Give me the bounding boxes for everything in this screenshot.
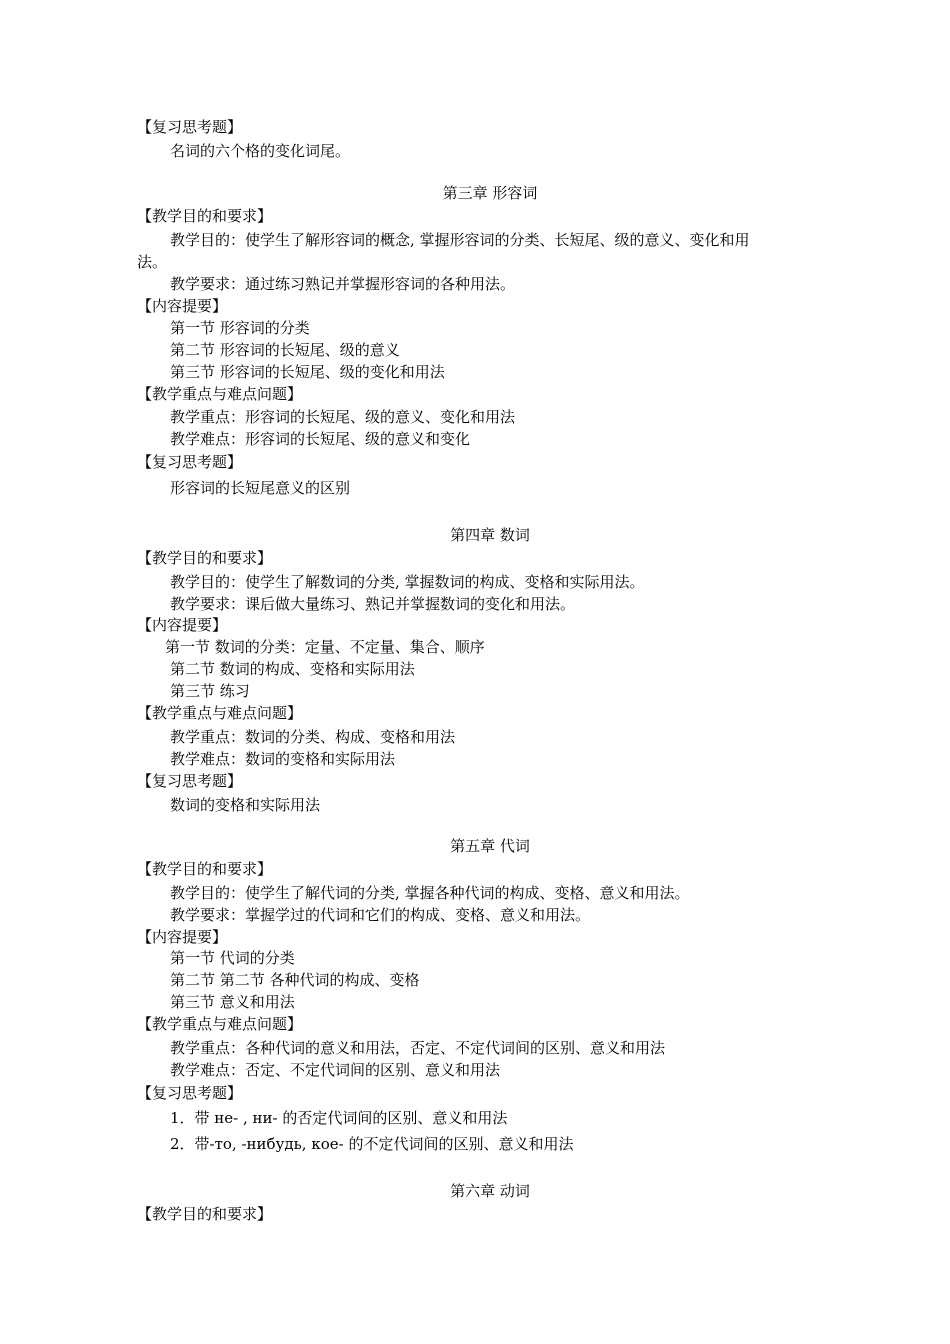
ch3-section-3: 第三节 形容词的长短尾、级的变化和用法 (170, 363, 445, 381)
ch3-requirement: 教学要求：通过练习熟记并掌握形容词的各种用法。 (170, 275, 516, 293)
ch3-section-2: 第二节 形容词的长短尾、级的意义 (170, 341, 400, 359)
ch5-key-point: 教学重点：各种代词的意义和用法，否定、不定代词间的区别、意义和用法 (170, 1039, 666, 1057)
chapter-3-title: 第三章 形容词 (442, 184, 538, 202)
ch4-review: 数词的变格和实际用法 (170, 796, 321, 814)
ch4-section-2: 第二节 数词的构成、变格和实际用法 (170, 660, 415, 678)
ch4-content-heading: 【内容提要】 (137, 616, 228, 634)
ch4-goal: 教学目的：使学生了解数词的分类, 掌握数词的构成、变格和实际用法。 (170, 573, 645, 591)
review-text: 名词的六个格的变化词尾。 (170, 142, 351, 160)
ch5-goals-heading: 【教学目的和要求】 (137, 860, 273, 878)
ch5-key-heading: 【教学重点与难点问题】 (137, 1015, 303, 1033)
ch3-section-1: 第一节 形容词的分类 (170, 319, 310, 337)
ch5-section-3: 第三节 意义和用法 (170, 993, 295, 1011)
ch4-section-1: 第一节 数词的分类：定量、不定量、集合、顺序 (165, 638, 485, 656)
ch4-key-heading: 【教学重点与难点问题】 (137, 704, 303, 722)
ch3-difficulty: 教学难点：形容词的长短尾、级的意义和变化 (170, 430, 471, 448)
ch4-review-heading: 【复习思考题】 (137, 772, 243, 790)
ch4-difficulty: 教学难点：数词的变格和实际用法 (170, 750, 396, 768)
ch5-review-item-2: 2．带-то, -нибудь, кое- 的不定代词间的区别、意义和用法 (170, 1135, 574, 1153)
ch3-content-heading: 【内容提要】 (137, 297, 228, 315)
ch5-section-1: 第一节 代词的分类 (170, 949, 295, 967)
ch4-requirement: 教学要求：课后做大量练习、熟记并掌握数词的变化和用法。 (170, 595, 576, 613)
ch3-goal: 教学目的：使学生了解形容词的概念, 掌握形容词的分类、长短尾、级的意义、变化和用 (170, 231, 750, 249)
ch5-content-heading: 【内容提要】 (137, 928, 228, 946)
review-heading: 【复习思考题】 (137, 118, 243, 136)
ch3-goals-heading: 【教学目的和要求】 (137, 207, 273, 225)
ch4-section-3: 第三节 练习 (170, 682, 250, 700)
ch5-review-item-1: 1．带 не- , ни- 的否定代词间的区别、意义和用法 (170, 1109, 508, 1127)
ch5-review-heading: 【复习思考题】 (137, 1084, 243, 1102)
chapter-4-title: 第四章 数词 (450, 526, 530, 544)
ch5-requirement: 教学要求：掌握学过的代词和它们的构成、变格、意义和用法。 (170, 906, 591, 924)
ch4-key-point: 教学重点：数词的分类、构成、变格和用法 (170, 728, 456, 746)
ch6-goals-heading: 【教学目的和要求】 (137, 1205, 273, 1223)
ch3-review-heading: 【复习思考题】 (137, 453, 243, 471)
ch3-review: 形容词的长短尾意义的区别 (170, 479, 351, 497)
ch4-goals-heading: 【教学目的和要求】 (137, 549, 273, 567)
chapter-6-title: 第六章 动词 (450, 1182, 530, 1200)
chapter-5-title: 第五章 代词 (450, 837, 530, 855)
ch3-key-point: 教学重点：形容词的长短尾、级的意义、变化和用法 (170, 408, 516, 426)
ch3-key-heading: 【教学重点与难点问题】 (137, 385, 303, 403)
ch5-goal: 教学目的：使学生了解代词的分类, 掌握各种代词的构成、变格、意义和用法。 (170, 884, 690, 902)
ch5-section-2: 第二节 第二节 各种代词的构成、变格 (170, 971, 420, 989)
ch3-goal-cont: 法。 (137, 253, 168, 271)
ch5-difficulty: 教学难点：否定、不定代词间的区别、意义和用法 (170, 1061, 501, 1079)
